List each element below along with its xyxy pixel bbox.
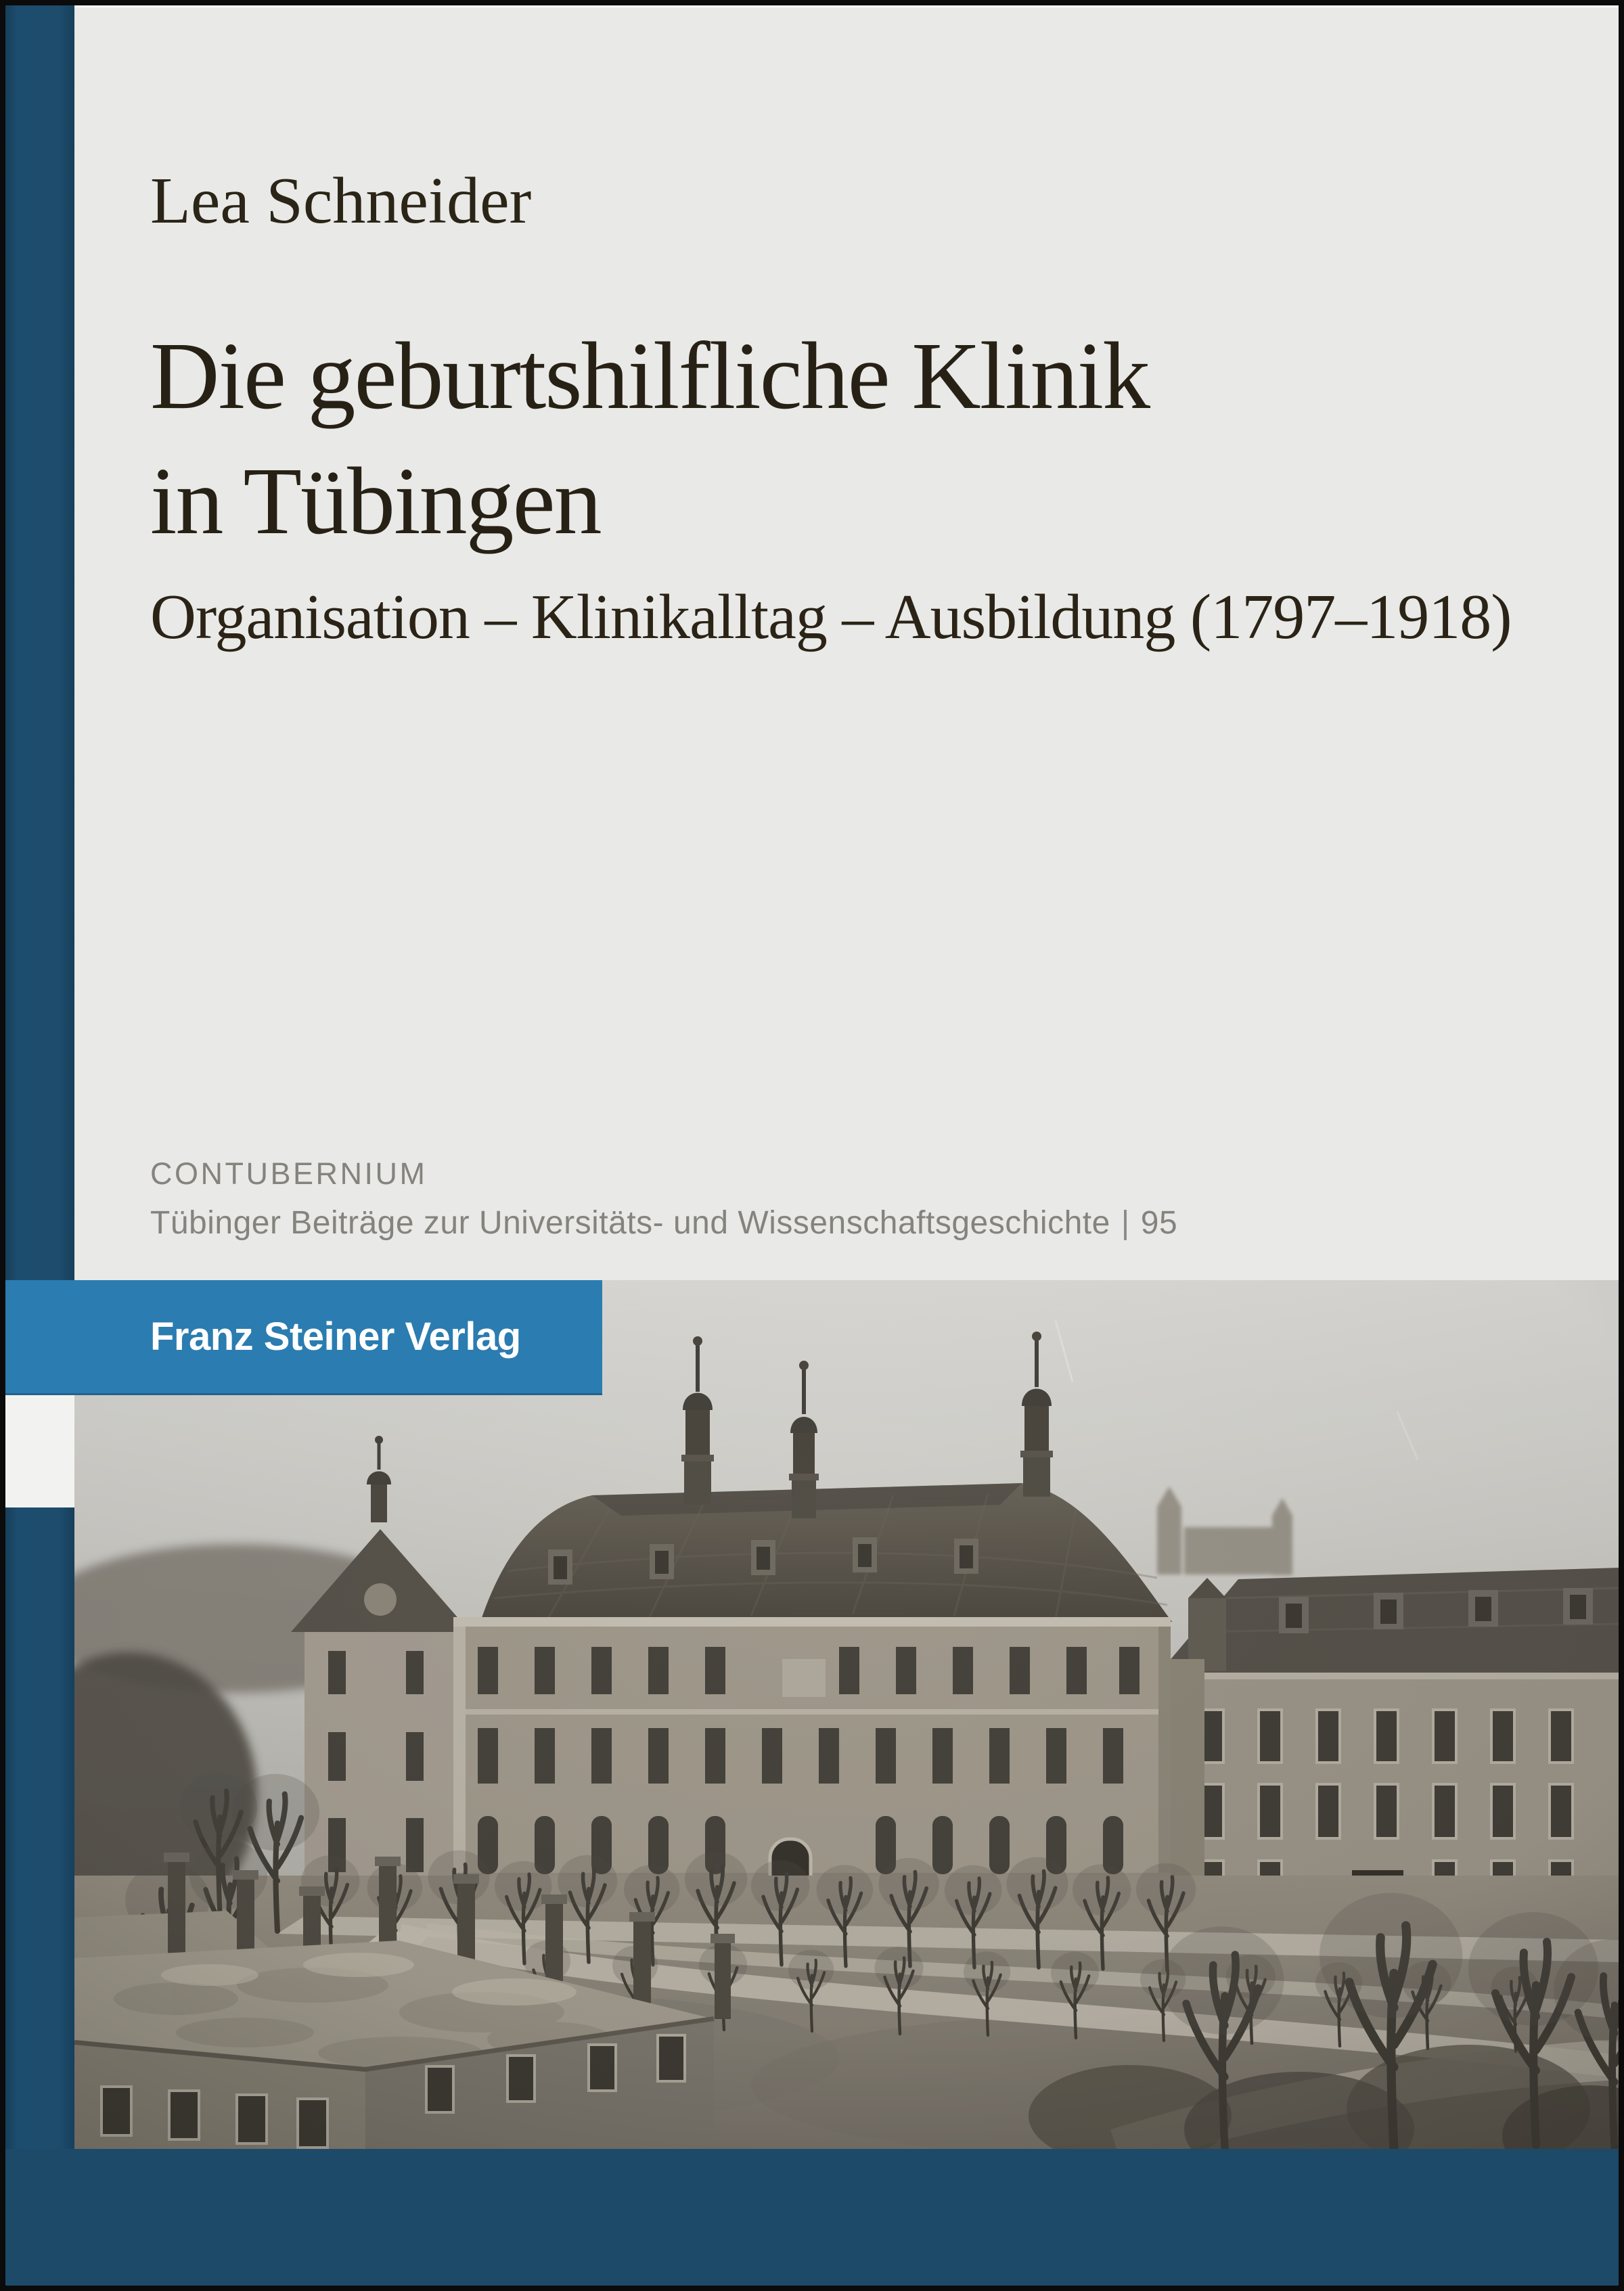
spine-accent-bar bbox=[5, 5, 74, 2286]
publisher-banner bbox=[5, 1280, 602, 1395]
title-line-2: in Tübingen bbox=[150, 447, 601, 554]
clinic-photo-illustration bbox=[74, 1280, 1619, 2149]
publisher-name: Franz Steiner Verlag bbox=[150, 1315, 521, 1359]
author-name: Lea Schneider bbox=[150, 164, 532, 237]
book-subtitle: Organisation – Klinikalltag – Ausbildung (1797–1918) bbox=[150, 582, 1512, 652]
series-info bbox=[150, 1207, 1177, 1240]
banner-notch bbox=[5, 1395, 74, 1507]
series-volume: 95 bbox=[1140, 1205, 1178, 1241]
series-subtitle: Tübinger Beiträge zur Universitäts- und Wissenschaftsgeschichte bbox=[150, 1205, 1110, 1241]
book-title bbox=[150, 313, 1149, 563]
series-name: CONTUBERNIUM bbox=[150, 1156, 428, 1191]
title-line-1: Die geburtshilfliche Klinik bbox=[150, 322, 1150, 429]
cover-photo bbox=[74, 1280, 1619, 2149]
series-divider: | bbox=[1121, 1205, 1130, 1241]
footer-band bbox=[5, 2149, 1619, 2286]
